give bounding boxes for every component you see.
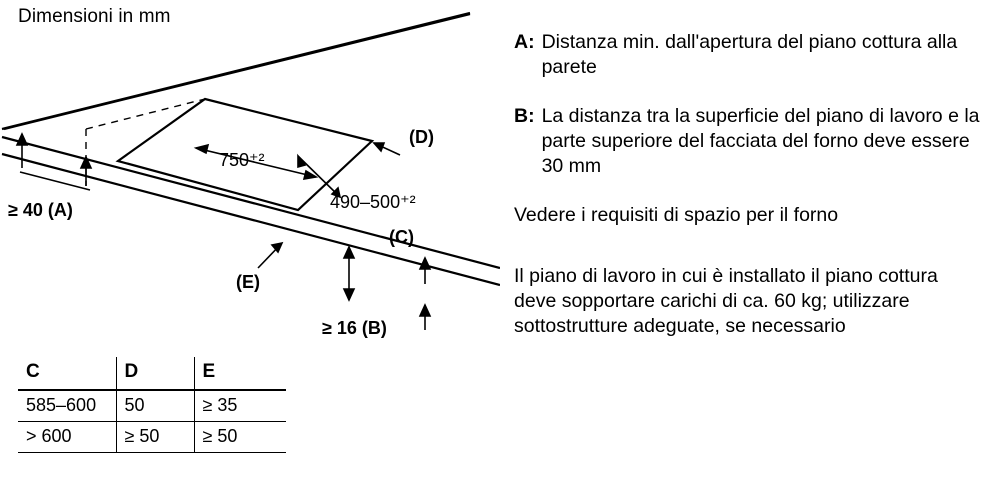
note-b-key: B:	[514, 105, 535, 127]
cell-c-2: > 600	[18, 422, 116, 453]
arrow-head-a-1	[17, 134, 27, 145]
note-oven-space: Vedere i requisiti di spazio per il forno	[514, 204, 839, 226]
label-e-marker: (E)	[236, 272, 260, 292]
label-cutout-depth: 490–500⁺²	[330, 192, 416, 212]
column-header-e: E	[202, 361, 216, 382]
arrow-head-c-bottom	[344, 289, 354, 300]
label-d-marker: (D)	[409, 127, 434, 147]
note-load-capacity: Il piano di lavoro in cui è installato il piano cottura deve sopportare carichi di ca. 60 kg; utilizzare sottostrutture adeguate, se necessario	[514, 265, 938, 337]
notes-panel	[514, 30, 984, 363]
note-a-text: Distanza min. dall'apertura del piano cottura alla parete	[541, 31, 958, 78]
note-a	[514, 30, 984, 80]
arrow-head-d	[374, 143, 384, 151]
dimensions-table	[18, 357, 286, 453]
label-wall-distance: ≥ 40 (A)	[8, 200, 73, 220]
arrow-head-b-bottom	[420, 305, 430, 316]
column-header-d: D	[116, 357, 194, 390]
cell-d-2: ≥ 50	[116, 422, 194, 453]
cell-e-1: ≥ 35	[202, 395, 238, 415]
table-row	[18, 422, 286, 453]
label-cutout-width: 750⁺²	[219, 150, 265, 170]
note-b	[514, 104, 984, 179]
page-title: Dimensioni in mm	[18, 6, 171, 27]
arrow-head-c-top	[344, 247, 354, 258]
note-a-key: A:	[514, 31, 535, 53]
installation-diagram	[0, 0, 500, 370]
label-c-marker: (C)	[389, 227, 414, 247]
cell-c-1: 585–600	[18, 390, 116, 422]
note-b-text: La distanza tra la superficie del piano di lavoro e la parte superiore del facciata del forno deve essere 30 mm	[541, 105, 980, 177]
column-header-c: C	[18, 357, 116, 390]
cell-d-1: 50	[116, 390, 194, 422]
arrow-head-750-left	[196, 145, 208, 153]
label-b-dimension: ≥ 16 (B)	[322, 318, 387, 338]
table-row	[18, 390, 286, 422]
cell-e-2: ≥ 50	[202, 426, 238, 446]
arrow-head-e	[272, 243, 282, 252]
table-header-row	[18, 357, 286, 390]
worktop-top-line	[2, 13, 470, 129]
